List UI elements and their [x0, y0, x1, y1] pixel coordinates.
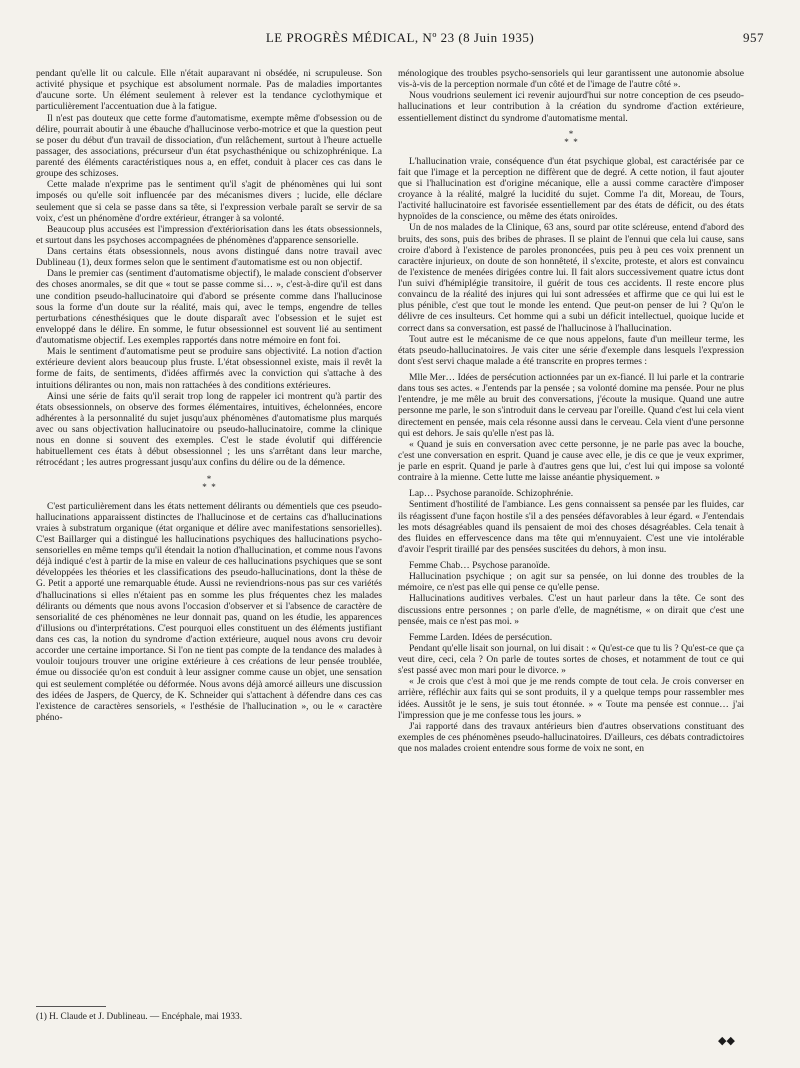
case-heading: Lap… Psychose paranoïde. Schizophrénie.	[409, 488, 574, 500]
asterism-star-pair	[36, 483, 382, 491]
right-column	[398, 68, 744, 754]
paragraph: J'ai rapporté dans des travaux antérieurs bien d'autres observations constituant des exemples de ces phénomènes pseudo-hallucinatoires. D'ailleurs, ces débats contradictoires que nos malades croient entendre sous forme de voix ne sont, en	[398, 720, 744, 754]
asterism-star: *	[211, 481, 216, 492]
running-header	[36, 30, 764, 52]
section-asterism	[36, 475, 382, 491]
paragraph: « Quand je suis en conversation avec cette personne, je ne parle pas avec la bouche, c'est une conversation en esprit. Quand je cause avec elle, je dis ce que je veux exprimer, je parle en esprit. Quand je parle à d'autres gens que lui, c'est lui qui impose sa volonté contraire à la mienne. Cette lutte me laisse anéantie physiquement. »	[398, 438, 744, 484]
footnote-divider	[36, 1006, 106, 1007]
left-column	[36, 68, 382, 723]
asterism-star: *	[564, 136, 569, 147]
page-number: 957	[743, 30, 764, 45]
end-ornament: ◆◆	[718, 1035, 735, 1047]
paragraph: pendant qu'elle lit ou calcule. Elle n'était auparavant ni obsédée, ni scrupuleuse. Son activité physique et psychique est absolument normale. Pas de maladies importantes d'aucune sorte. Un élément seulement à relever est la tendance cyclothymique et particulièrement l'accentuation due à la fatigue.	[36, 68, 382, 113]
paragraph: Mais le sentiment d'automatisme peut se produire sans objectivité. La notion d'action extérieure devient alors beaucoup plus fruste. L'état obsessionnel existe, mais il revêt la forme de faits, de sentiments, d'idées affirmés avec la conviction qui s'attache à des intuitions délirantes ou non, mais non rattachées à des conditions extérieures.	[36, 346, 382, 391]
asterism-star: *	[206, 473, 212, 484]
paragraph: Un de nos malades de la Clinique, 63 ans, sourd par otite scléreuse, entend d'abord des bruits, des sons, puis des bribes de phrases. Il se plaint de l'ennui que cela lui cause, sans croire d'abord à l'existence de paroles prononcées, puis peu à peu ces voix prennent un caractère injurieux, on doute de son honnêteté, il s'excite, proteste, et alors est convaincu de l'existence de menées dirigées contre lui. Il fait alors successivement quatre ictus dont l'un suivi d'hémiplégie transitoire, il guérit de tous ces accidents. Il reste encore plus convaincu de la réalité des injures qui lui sont adressées et affirme que ce qui lui est le plus pénible, c'est que tout le monde les entend. Que peut-on penser de lui ? Qu'on le délivre de ces insulteurs. Cet homme qui a subi un déficit intellectuel, quoique lucide et correct dans sa conversation, est passé de l'hallucinose à l'hallucination.	[398, 222, 744, 334]
paragraph: ménologique des troubles psycho-sensoriels qui leur garantissent une autonomie absolue vis-à-vis de la perception normale d'un côté et de l'image de l'autre côté ».	[398, 68, 744, 91]
case-heading: Femme Larden. Idées de persécution.	[409, 631, 553, 643]
asterism-star: *	[202, 481, 207, 492]
paragraph: Pendant qu'elle lisait son journal, on lui disait : « Qu'est-ce que tu lis ? Qu'est-ce que ça veut dire, ceci, cela ? On parle de toutes sortes de choses, et notamment de tout ce qui s'est passé avec mon mari pour le divorce. »	[398, 642, 744, 677]
paragraph: Il n'est pas douteux que cette forme d'automatisme, exempte même d'obsession ou de délire, pourrait aboutir à une ébauche d'hallucinose verbo-motrice et que la question peut se poser du début d'un travail de dissociation, d'un relâchement, surtout à l'heure actuelle passager, des associations, précurseur d'un état psychasthénique ou schizophrénique. La parenté des éléments caractéristiques nous a, en effet, conduit à placer ces cas dans le groupe des schizoses.	[36, 112, 382, 180]
asterism-star: *	[568, 128, 574, 139]
paragraph: Ainsi une série de faits qu'il serait trop long de rappeler ici montrent qu'à partir des états obsessionnels, on observe des formes élémentaires, intuitives, échelonnées, encore adhérentes à la personnalité du sujet jusqu'aux phénomènes d'automatisme plus marqués avec ou sans objectivation hallucinatoire ou pseudo-hallucinatoire, comme la clinique nous en donne si souvent des exemples. C'est le stade évolutif qui différencie habituellement ces états à début obsessionnel ; les uns s'arrêtant dans leur marche, rétrocédant ; les autres progressant jusqu'aux confins du délire ou de la démence.	[36, 390, 382, 469]
paragraph: L'hallucination vraie, conséquence d'un état psychique global, est caractérisée par ce fait que l'image et la perception ne diffèrent que de degré. A cette notion, il faut ajouter que si l'hallucination est d'origine mécanique, elle a aussi comme caractère d'imposer croyance à la réalité, malgré la lucidité du sujet. Comme l'a dit, Moreau, de Tours, l'activité hallucinatoire est favorisée essentiellement par des états de déficit, ou des états hypnoïdes de la conscience, ou même des états oniroïdes.	[398, 155, 744, 223]
asterism-star-pair	[398, 138, 744, 146]
paragraph: C'est particulièrement dans les états nettement délirants ou démentiels que ces pseudo-hallucinations apparaissent distinctes de l'hallucinose et de certains cas d'hallucinations vraies à substratum organique (état organique et délire avec manifestations sensorielles). C'est Baillarger qui a distingué les hallucinations psychiques des hallucinations psycho-sensorielles en même temps qu'il étendait la notion d'hallucination, et comme nous l'avons déjà indiqué c'est à partir de la mise en valeur de ces hallucinations psychiques que se sont développées les théories et les classifications des pseudo-hallucinations, dont la thèse de G. Petit a apporté une remarquable étude. Aussi ne reviendrions-nous pas sur ces variétés d'hallucinations si elles n'étaient pas en somme les plus fréquentes chez les malades délirants ou déments que nous avons l'occasion d'observer et si l'absence de caractère de sensorialité de ces phénomènes ne leur donnait pas, quand on les étudie, les apparences d'illusions ou d'interprétations. C'est pourquoi elles constituent un des éléments justifiant dans ces cas, la notion du syndrome d'action extérieure, auquel nous avons cru devoir accorder une certaine importance. Si l'on ne tient pas compte de la tendance des malades à vouloir toujours trouver une origine extérieure à ces créations de leur pensée troublée, émue ou dissociée qu'on est conduit à leur assigner comme cause un objet, une sensation qui est seulement complétée ou déformée. Nous avons déjà amorcé ailleurs une discussion des idées de Jaspers, de Quercy, de K. Schneider qui s'attachent à défendre dans ces cas l'existence de caractères sensoriels, « l'esthésie de l'hallucination », ou le « caractère phéno-	[36, 500, 382, 723]
paragraph: Dans le premier cas (sentiment d'automatisme objectif), le malade conscient d'observer des choses anormales, se dit que « tout se passe comme si… », c'est-à-dire qu'il est dans une condition pseudo-hallucinatoire qui d'abord se présente comme dans l'hallucinose sous la forme d'un doute sur la réalité, mais qui, avec le temps, engendre de telles perturbations cénesthésiques que le doute disparaît avec l'obsession et le sujet est enveloppé dans le délire. En somme, le futur obsessionnel est souvent lié au sentiment d'automatisme objectif. Les exemples rapportés dans notre mémoire en font foi.	[36, 268, 382, 346]
paragraph: Hallucination psychique ; on agit sur sa pensée, on lui donne des troubles de la mémoire, ce n'est pas elle qui pense ce qu'elle pense.	[398, 571, 744, 594]
case-paragraph: Mlle Mer… Idées de persécution actionnées par un ex-fiancé. Il lui parle et la contrarie dans tous ses actes. « J'entends par la pensée ; sa volonté domine ma pensée. Pour ne plus l'entendre, je me mêle au bruit des conversations, j'écoute la musique. Quand une autre personne me parle, le son s'introduit dans le cerveau par l'oreille. Quand c'est lui cela vient directement en pensée, mais cela résonne aussi dans le cerveau. Cela vient d'une personne qui est dehors. Je sais qu'elle n'est pas là.	[398, 372, 744, 439]
paragraph: Sentiment d'hostilité de l'ambiance. Les gens connaissent sa pensée par les fluides, car ils réagissent d'une façon hostile s'il a des pensées défavorables à leur égard. « J'entendais les mots désagréables quand ils pensaient de moi des choses désagréables. Cela tenait à des fluides en effervescence dans ma tête qui m'ennuyaient. C'est une vie intolérable d'avoir l'esprit tiraillé par des pensées suscitées du dehors, à mon insu.	[398, 499, 744, 555]
paragraph: Hallucinations auditives verbales. C'est un haut parleur dans la tête. Ce sont des discussions entre personnes ; on parle d'elle, de magnétisme, « on dirait que c'est une pensée, mais ce n'est pas moi. »	[398, 593, 744, 627]
footnote: (1) H. Claude et J. Dublineau. — Encéphale, mai 1933.	[36, 1012, 243, 1022]
paragraph: Dans certains états obsessionnels, nous avons distingué dans notre travail avec Dublineau (1), deux formes selon que le sentiment d'automatisme est ou non objectif.	[36, 246, 382, 269]
paragraph: Nous voudrions seulement ici revenir aujourd'hui sur notre conception de ces pseudo-hallucinations et leur contribution à la création du syndrome d'action extérieure, essentiellement distinct du syndrome d'automatisme mental.	[398, 90, 744, 124]
asterism-star: *	[573, 136, 578, 147]
paragraph: Beaucoup plus accusées est l'impression d'extériorisation dans les états obsessionnels, et surtout dans les psychoses accompagnées de phénomènes d'apparence sensorielle.	[36, 223, 382, 246]
paragraph: Tout autre est le mécanisme de ce que nous appelons, faute d'un meilleur terme, les états pseudo-hallucinatoires. Je vais citer une série d'exemple dans lesquels l'expression dont s'est servi chaque malade a été transcrite en propres termes :	[398, 333, 744, 367]
paragraph: Cette malade n'exprime pas le sentiment qu'il s'agit de phénomènes qui lui sont imposés ou qu'elle soit influencée par des mécanismes divers ; lucide, elle déclare seulement que si cela se passe dans sa tête, si l'expression verbale paraît se servir de sa voix, c'est un phénomène d'ordre extérieur, étranger à sa volonté.	[36, 179, 382, 224]
case-heading: Femme Chab… Psychose paranoïde.	[409, 560, 551, 571]
paragraph: « Je crois que c'est à moi que je me rends compte de tout cela. Je crois converser en arrière, réfléchir aux faits qui se sont produits, il y a quelque temps pour rassembler mes idées. Aussitôt je le sens, je suis tout étonnée. » « Toute ma pensée est connue… j'ai l'impression que je me confesse tous les jours. »	[398, 676, 744, 721]
journal-title: LE PROGRÈS MÉDICAL, Nº 23 (8 Juin 1935)	[265, 30, 535, 45]
section-asterism	[398, 130, 744, 146]
